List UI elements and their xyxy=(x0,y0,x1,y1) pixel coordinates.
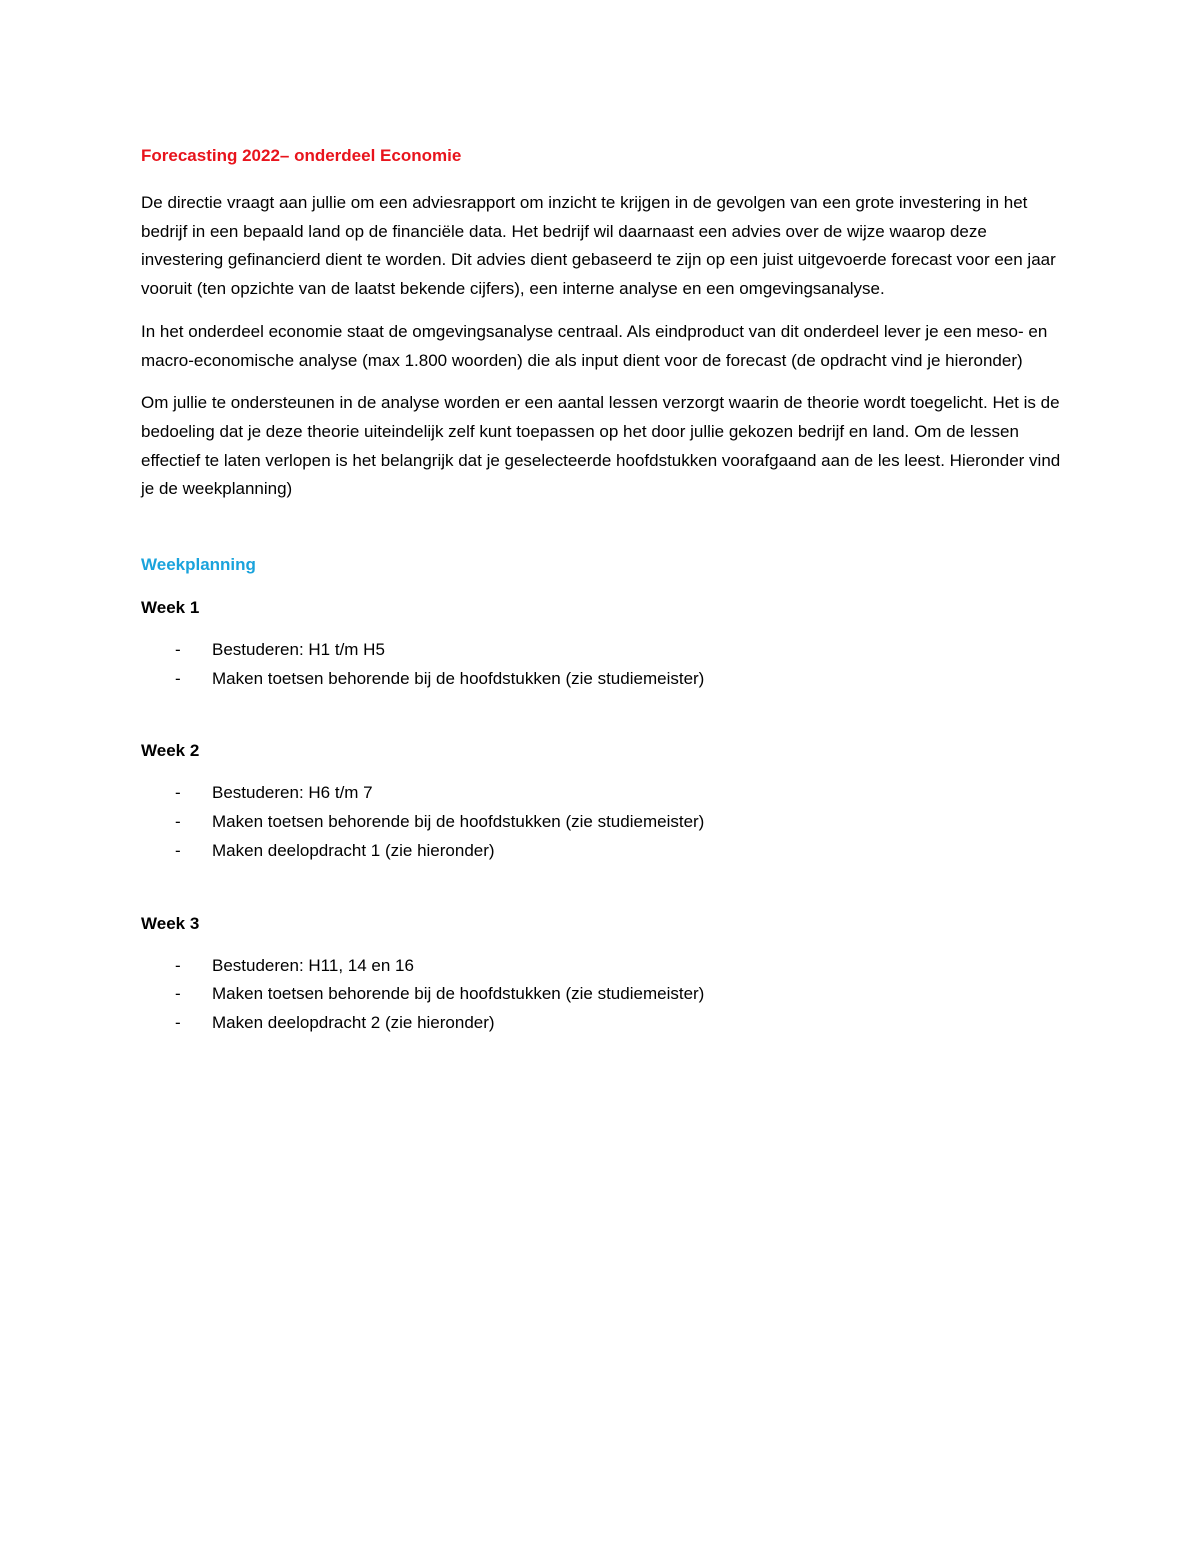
task-list xyxy=(141,636,1061,693)
list-marker: - xyxy=(175,1012,181,1032)
week-title: Week 3 xyxy=(141,913,200,933)
list-marker: - xyxy=(175,955,181,975)
list-item-text: Bestuderen: H11, 14 en 16 xyxy=(212,955,414,975)
section-title-weekplanning: Weekplanning xyxy=(141,555,256,575)
paragraph-economie: In het onderdeel economie staat de omgevingsanalyse centraal. Als eindproduct van dit onderdeel lever je een meso- en macro-economische analyse (max 1.800 woorden) die als input dient voor de forecast (de opdracht vind je hieronder) xyxy=(141,321,1048,370)
list-item-text: Bestuderen: H1 t/m H5 xyxy=(212,640,385,660)
week-title: Week 2 xyxy=(141,741,200,761)
list-marker: - xyxy=(175,668,181,688)
document-page xyxy=(141,142,1061,1038)
list-item xyxy=(141,808,1061,837)
paragraph-intro: De directie vraagt aan jullie om een adviesrapport om inzicht te krijgen in de gevolgen van een grote investering in het bedrijf in een bepaald land op de financiële data. Het bedrijf wil daarnaast een advies over de wijze waarop deze investering gefinancierd dient te worden. Dit advies dient gebaseerd te zijn op een juist uitgevoerde forecast voor een jaar vooruit (ten opzichte van de laatst bekende cijfers), een interne analyse en een omgevingsanalyse. xyxy=(141,193,1056,299)
week-block-2 xyxy=(141,737,1061,865)
week-block-1 xyxy=(141,594,1061,693)
list-item-text: Maken toetsen behorende bij de hoofdstukken (zie studiemeister) xyxy=(212,984,705,1004)
list-item-text: Maken deelopdracht 2 (zie hieronder) xyxy=(212,1012,495,1032)
list-item xyxy=(141,1009,1061,1038)
list-item xyxy=(141,779,1061,808)
list-item xyxy=(141,665,1061,694)
list-item xyxy=(141,952,1061,981)
task-list xyxy=(141,952,1061,1038)
list-item-text: Maken toetsen behorende bij de hoofdstukken (zie studiemeister) xyxy=(212,668,705,688)
week-title: Week 1 xyxy=(141,598,200,618)
list-item-text: Bestuderen: H6 t/m 7 xyxy=(212,783,373,803)
list-marker: - xyxy=(175,984,181,1004)
list-marker: - xyxy=(175,640,181,660)
paragraph-lessen: Om jullie te ondersteunen in de analyse worden er een aantal lessen verzorgt waarin de theorie wordt toegelicht. Het is de bedoeling dat je deze theorie uiteindelijk zelf kunt toepassen op het door jullie gekozen bedrijf en land. Om de lessen effectief te laten verlopen is het belangrijk dat je geselecteerde hoofdstukken voorafgaand aan de les leest. Hieronder vind je de weekplanning) xyxy=(141,393,1061,499)
list-item-text: Maken deelopdracht 1 (zie hieronder) xyxy=(212,840,495,860)
list-marker: - xyxy=(175,840,181,860)
document-title: Forecasting 2022– onderdeel Economie xyxy=(141,146,462,165)
list-marker: - xyxy=(175,783,181,803)
week-block-3 xyxy=(141,910,1061,1038)
list-item xyxy=(141,837,1061,866)
list-item-text: Maken toetsen behorende bij de hoofdstukken (zie studiemeister) xyxy=(212,812,705,832)
task-list xyxy=(141,779,1061,865)
list-item xyxy=(141,980,1061,1009)
list-marker: - xyxy=(175,812,181,832)
list-item xyxy=(141,636,1061,665)
